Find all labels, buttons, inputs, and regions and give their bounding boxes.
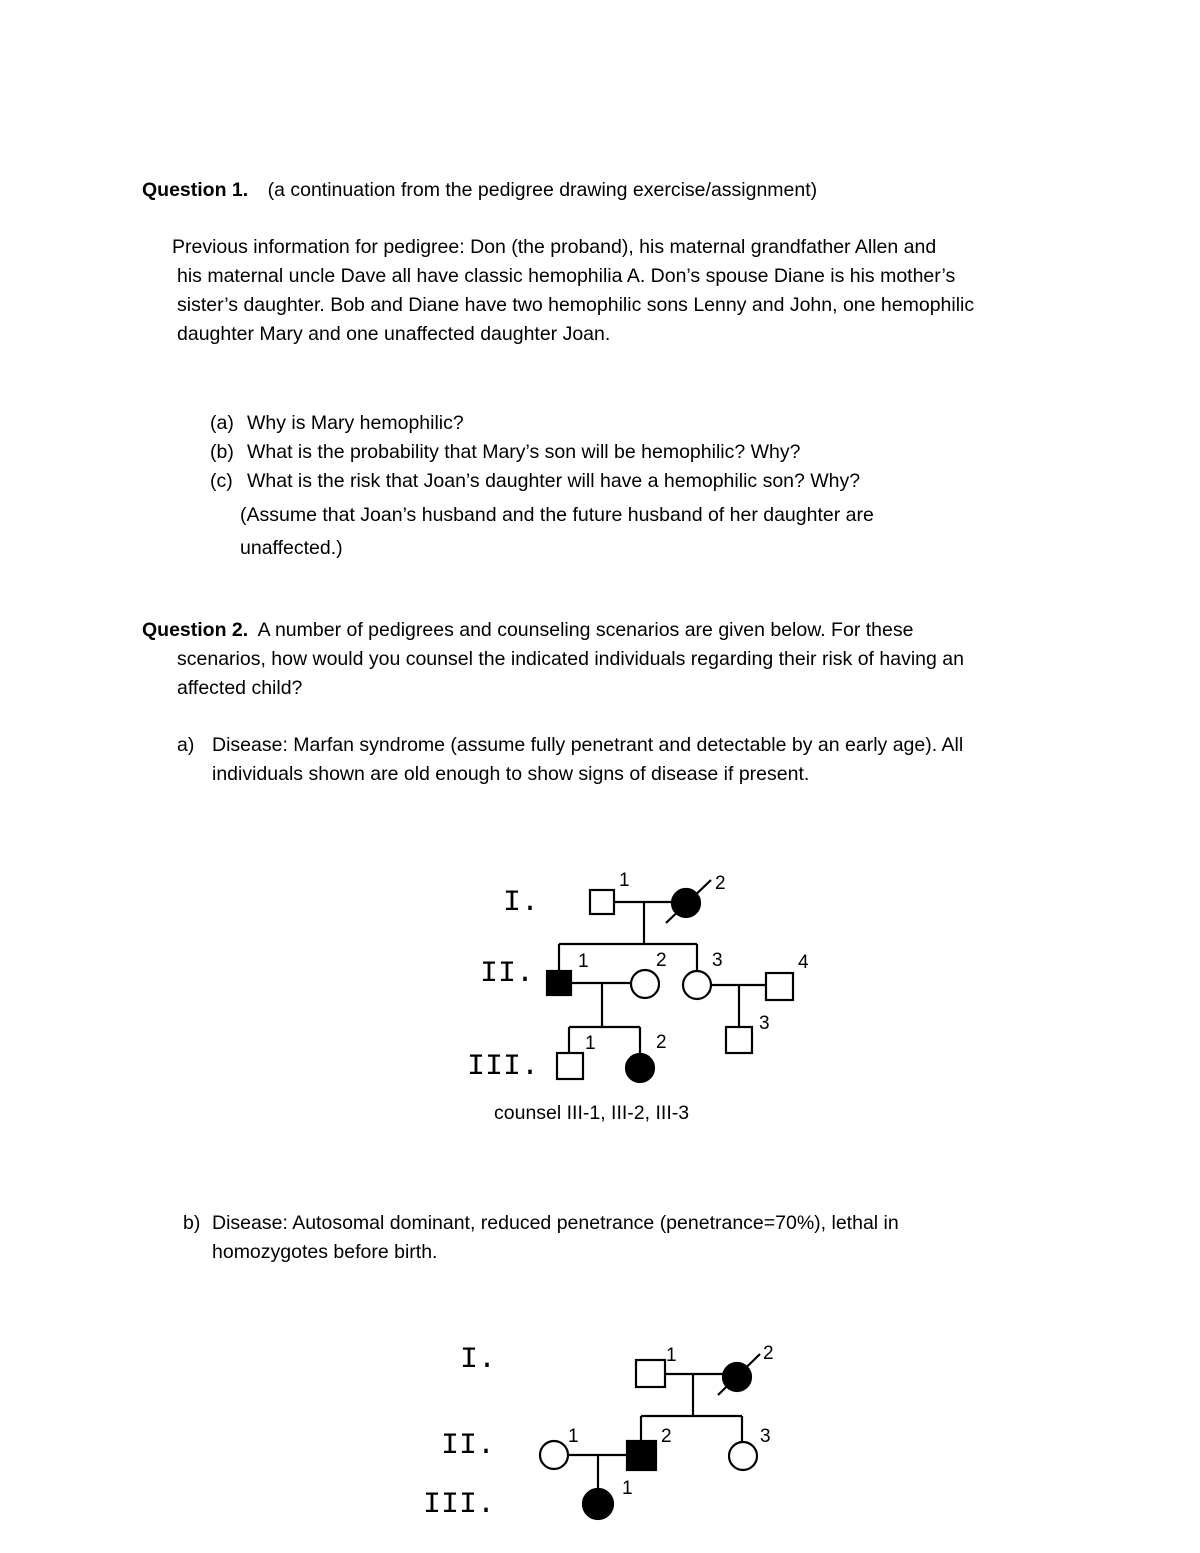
note-line: (Assume that Joan’s husband and the future husband of her daughter are (240, 504, 874, 526)
info-line: daughter Mary and one unaffected daughter Joan. (177, 323, 611, 345)
generation-label: II. (441, 1429, 496, 1463)
part-line: Disease: Autosomal dominant, reduced penetrance (penetrance=70%), lethal in (212, 1212, 899, 1234)
generation-label: I. (460, 1343, 497, 1377)
intro-line: A number of pedigrees and counseling scenarios are given below. For these (257, 619, 914, 641)
generation-label: III. (467, 1050, 540, 1084)
question-2-heading: Question 2. (142, 619, 249, 641)
item-text: What is the probability that Mary’s son will be hemophilic? Why? (247, 441, 801, 463)
individual-number: 2 (656, 950, 667, 971)
individual-number: 1 (585, 1033, 596, 1054)
pedigree-a-caption: counsel III-1, III-2, III-3 (494, 1102, 690, 1124)
part-line: individuals shown are old enough to show signs of disease if present. (212, 763, 810, 785)
pedigree-b-II-1-female (540, 1441, 568, 1469)
part-line: homozygotes before birth. (212, 1241, 438, 1263)
generation-label: II. (480, 957, 535, 991)
item-label: (a) (210, 412, 234, 434)
info-line: Previous information for pedigree: Don (the proband), his maternal grandfather Allen and (172, 236, 937, 258)
generation-label: III. (423, 1488, 496, 1522)
individual-number: 1 (619, 870, 630, 891)
item-label: (b) (210, 441, 234, 463)
individual-number: 3 (759, 1013, 770, 1034)
item-label: (c) (210, 470, 233, 492)
pedigree-b-III-1-female-affected (583, 1489, 613, 1519)
individual-number: 4 (798, 952, 809, 973)
individual-number: 2 (715, 873, 726, 894)
info-line: his maternal uncle Dave all have classic hemophilia A. Don’s spouse Diane is his mother’s (177, 265, 956, 287)
individual-number: 1 (568, 1426, 579, 1447)
generation-label: I. (503, 886, 540, 920)
item-text: What is the risk that Joan’s daughter will have a hemophilic son? Why? (247, 470, 861, 492)
info-line: sister’s daughter. Bob and Diane have two hemophilic sons Lenny and John, one hemophilic (177, 294, 975, 316)
question-1-heading-rest: (a continuation from the pedigree drawing exercise/assignment) (267, 179, 818, 201)
individual-number: 1 (666, 1345, 677, 1366)
pedigree-b-I-1-male (636, 1360, 665, 1387)
individual-number: 1 (622, 1478, 633, 1499)
pedigree-b-II-3-female (729, 1442, 757, 1470)
individual-number: 3 (712, 950, 723, 971)
part-label: b) (183, 1212, 201, 1234)
question-1-heading: Question 1. (142, 179, 249, 201)
note-line: unaffected.) (240, 537, 343, 559)
part-line: Disease: Marfan syndrome (assume fully penetrant and detectable by an early age). All (212, 734, 964, 756)
intro-line: scenarios, how would you counsel the indicated individuals regarding their risk of having an (177, 648, 964, 670)
individual-number: 2 (656, 1032, 667, 1053)
part-label: a) (177, 734, 195, 756)
pedigree-b-II-2-male-affected (627, 1441, 656, 1470)
individual-number: 2 (763, 1343, 774, 1364)
item-text: Why is Mary hemophilic? (247, 412, 464, 434)
intro-line: affected child? (177, 677, 303, 699)
individual-number: 3 (760, 1426, 771, 1447)
individual-number: 2 (661, 1426, 672, 1447)
individual-number: 1 (578, 951, 589, 972)
